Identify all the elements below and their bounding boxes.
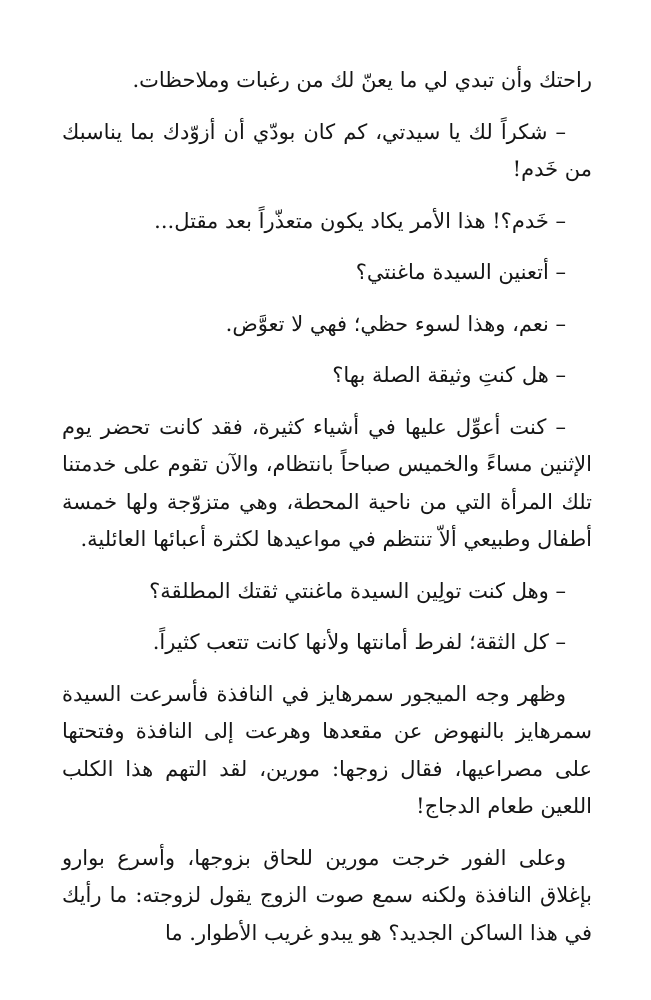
narrative-paragraph: وعلى الفور خرجت مورين للحاق بزوجها، وأسرع بوارو بإغلاق النافذة ولكنه سمع صوت الزوج يقول لزوجته: ما رأيك في هذا الساكن الجديد؟ هو يبدو غريب الأطوار. ما (62, 845, 592, 945)
dialogue-line: – شكراً لك يا سيدتي، كم كان بودّي أن أزوّدك بما يناسبك من خَدم! (62, 119, 592, 181)
dialogue-line: – كنت أعوِّل عليها في أشياء كثيرة، فقد كانت تحضر يوم الإثنين مساءً والخميس صباحاً بانتظام، والآن تقوم على خدمتنا تلك المرأة التي من ناحية المحطة، وهي متزوّجة ولها خمسة أطفال وطبيعي ألاّ تنتظم في مواعيدها لكثرة أعبائها العائلية. (62, 414, 592, 551)
dialogue-line: – هل كنتِ وثيقة الصلة بها؟ (332, 363, 566, 387)
dialogue-line: – كل الثقة؛ لفرط أمانتها ولأنها كانت تتعب كثيراً. (152, 630, 566, 654)
narrative-paragraph: وظهر وجه الميجور سمرهايز في النافذة فأسرعت السيدة سمرهايز بالنهوض عن مقعدها وهرعت إلى النافذة وفتحتها على مصراعيها، فقال زوجها: مورين، لقد التهم هذا الكلب اللعين طعام الدجاج! (62, 681, 592, 818)
dialogue-line: – خَدم؟! هذا الأمر يكاد يكون متعذّراً بعد مقتل... (154, 208, 566, 233)
dialogue-line: – وهل كنت تولِين السيدة ماغنتي ثقتك المطلقة؟ (149, 578, 566, 603)
dialogue-line: – نعم، وهذا لسوء حظي؛ فهي لا تعوَّض. (225, 311, 566, 336)
paragraph-continuation: راحتك وأن تبدي لي ما يعنّ لك من رغبات وملاحظات. (132, 68, 592, 92)
book-page (62, 62, 592, 966)
dialogue-line: – أتعنين السيدة ماغنتي؟ (355, 260, 566, 284)
